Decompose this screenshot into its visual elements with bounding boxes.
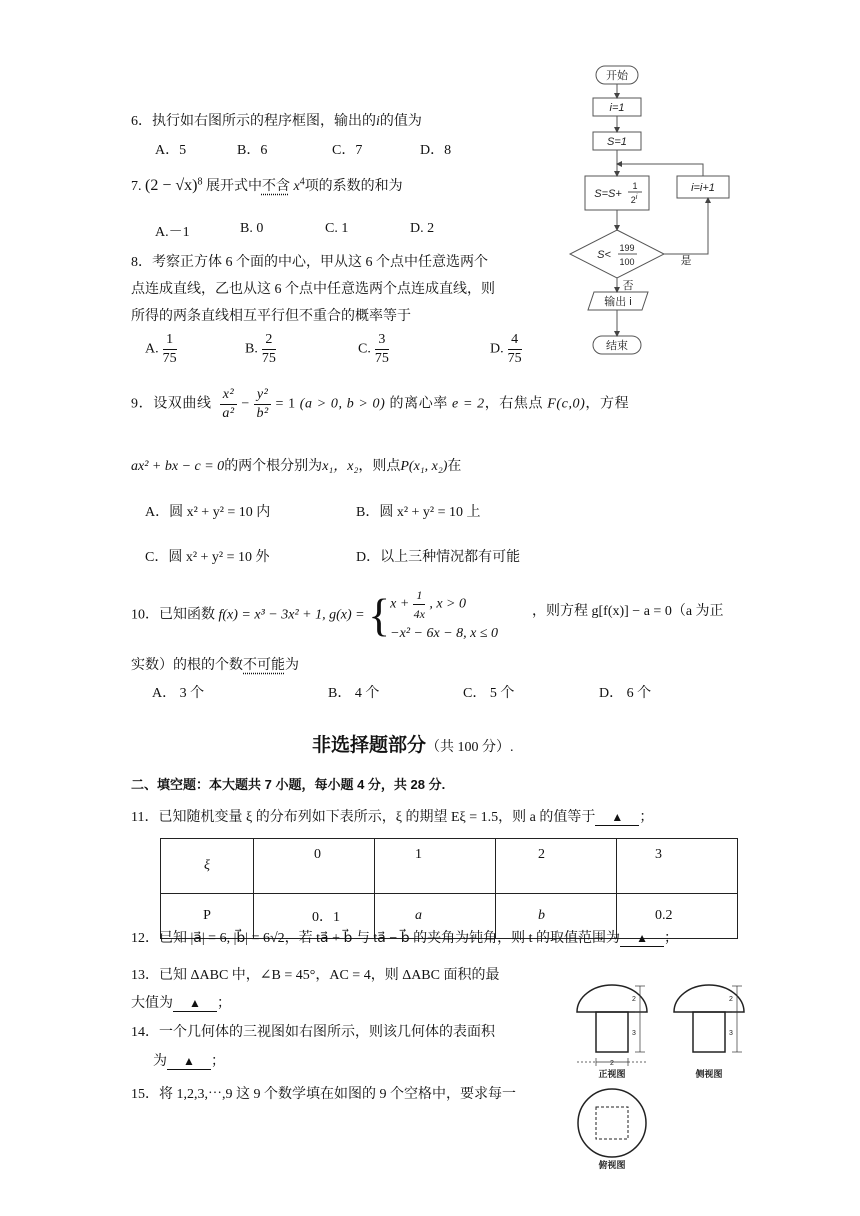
fill-in-header: 二、填空题：本大题共 7 小题，每小题 4 分，共 28 分. (131, 777, 446, 792)
flow-cond-den: 100 (619, 257, 635, 267)
flow-output-label: 输出 i (604, 296, 632, 308)
front-dim-width: 2 (610, 1060, 614, 1067)
table-cell: a (375, 894, 496, 939)
q7-option-a: A.－1 (155, 225, 190, 240)
q14-line-1: 14．一个几何体的三视图如右图所示，则该几何体的表面积 (131, 1025, 495, 1040)
q11-answer-blank: ▲ (595, 810, 639, 826)
flow-end-label: 结束 (606, 340, 628, 352)
side-view-dome (674, 985, 744, 1012)
table-cell: 0.2 (617, 894, 738, 939)
table-cell: 0．1 (254, 894, 375, 939)
front-view-stem (596, 1012, 628, 1052)
q9-line-2: ax² + bx − c = 0的两个根分别为x₁，x₂，则点P(x₁, x₂)在 (131, 459, 462, 474)
front-view-label: 正视图 (598, 1069, 626, 1079)
q7-option-c: C. 1 (325, 221, 349, 236)
q10-option-a: A． 3 个 (152, 686, 205, 701)
flow-init-s-label: S=1 (607, 136, 627, 148)
q6-option-d: D．8 (420, 143, 452, 158)
q6-option-a: A．5 (155, 143, 187, 158)
front-view-dome (577, 985, 647, 1012)
q11-stem: 11．已知随机变量 ξ 的分布列如下表所示，ξ 的期望 Eξ = 1.5，则 a 的值等于 ▲ ； (131, 810, 654, 825)
flow-update-i-label: i=i+1 (691, 182, 715, 194)
section-title: 非选择题部分（共 100 分）. (312, 735, 514, 756)
flow-start-label: 开始 (606, 70, 628, 82)
q10-line-1: 10．已知函数 f(x) = x³ − 3x² + 1, g(x) = { x + $\frac{1}{4x}$ , x > 0 −x² − 6x − 8, x ≤ 0 (131, 588, 499, 641)
q10-line-1-tail: ，则方程 g[f(x)] − a = 0（a 为正 (532, 604, 724, 619)
q12-answer-blank: ▲ (620, 931, 664, 947)
q8-line-3: 所得的两条直线相互平行但不重合的概率等于 (131, 309, 411, 324)
flow-update-s-num: 1 (632, 181, 638, 191)
table-cell: 0 (254, 839, 375, 894)
q8-line-2: 点连成直线，乙也从这 6 个点中任意选两个点连成直线，则 (131, 282, 495, 297)
q8-option-a: A. $\frac{1}{75}$ (145, 332, 177, 366)
table-cell: 3 (617, 839, 738, 894)
q9-line-1: 9．设双曲线 $\frac{\text{x²}}{\text{a²}}$ − $\frac{\text{y²}}{\text{b²}}$ = 1 (a > 0, b > 0) 的离心率 e = 2，右焦点 F(c,0)，方程 (131, 387, 630, 421)
q14-line-2: 为 ▲ ； (153, 1054, 225, 1069)
table-cell: P (161, 894, 254, 939)
q10-line-2: 实数）的根的个数不可能为 (131, 658, 299, 673)
q9-option-d: D．以上三种情况都有可能 (356, 550, 521, 565)
flow-init-i-label: i=1 (609, 102, 625, 114)
q13-line-1: 13．已知 ΔABC 中，∠B = 45°，AC = 4，则 ΔABC 面积的最 (131, 968, 500, 983)
top-view-square (596, 1107, 628, 1139)
program-flowchart (560, 60, 740, 360)
q10-option-c: C． 5 个 (463, 686, 515, 701)
flow-condition-node (570, 230, 664, 278)
table-cell: 2 (496, 839, 617, 894)
q14-answer-blank: ▲ (167, 1054, 211, 1070)
q6-option-b: B．6 (237, 143, 268, 158)
flow-no-label: 否 (622, 280, 634, 292)
q6-stem: 6．执行如右图所示的程序框图，输出的i的值为 (131, 114, 422, 129)
q7-option-b: B. 0 (240, 221, 264, 236)
table-row (161, 839, 738, 894)
side-dim-top: 2 (729, 996, 733, 1003)
q15-line-1: 15．将 1,2,3,⋯,9 这 9 个数学填在如图的 9 个空格中，要求每一 (131, 1087, 516, 1102)
top-view-label: 俯视图 (598, 1160, 626, 1170)
q9-option-b: B．圆 x² + y² = 10 上 (356, 505, 481, 520)
q7-stem: 7. $(2 - √x)^8$ 展开式中不含 $x^4$项的系数的和为 (131, 176, 403, 194)
q9-option-c: C．圆 x² + y² = 10 外 (145, 550, 270, 565)
q9-option-a: A．圆 x² + y² = 10 内 (145, 505, 271, 520)
q8-option-d: D. $\frac{4}{75}$ (490, 332, 522, 366)
distribution-table (160, 838, 738, 939)
side-view-label: 侧视图 (695, 1069, 723, 1079)
q10-option-d: D． 6 个 (599, 686, 652, 701)
top-view-circle (578, 1089, 646, 1157)
q10-option-b: B． 4 个 (328, 686, 380, 701)
q8-option-b: B. $\frac{2}{75}$ (245, 332, 276, 366)
q7-option-d: D. 2 (410, 221, 435, 236)
q13-answer-blank: ▲ (173, 996, 217, 1012)
q8-line-1: 8．考察正方体 6 个面的中心，甲从这 6 个点中任意选两个 (131, 255, 488, 270)
flow-update-s-prefix: S=S+ (594, 188, 622, 200)
flow-yes-label: 是 (680, 255, 692, 267)
table-cell: ξ (161, 839, 254, 894)
q12-stem: 12．已知 |a⃗| = 6, |b⃗| = 6√2，若 ta⃗ + b⃗ 与 ta⃗ − b⃗ 的夹角为钝角，则 t 的取值范围为 ▲ ； (131, 931, 679, 946)
flow-cond-num: 199 (619, 243, 635, 253)
side-dim-stem: 3 (729, 1030, 733, 1037)
table-cell: b (496, 894, 617, 939)
q13-line-2: 大值为 ▲ ； (131, 996, 231, 1011)
flow-update-s-den: 2$^i$ (630, 194, 638, 205)
three-views-figure (560, 978, 760, 1178)
front-dim-stem: 3 (632, 1030, 636, 1037)
q8-option-c: C. $\frac{3}{75}$ (358, 332, 389, 366)
table-cell: 1 (375, 839, 496, 894)
side-view-stem (693, 1012, 725, 1052)
q6-option-c: C．7 (332, 143, 363, 158)
flow-cond-prefix: S< (597, 249, 611, 261)
front-dim-top: 2 (632, 996, 636, 1003)
